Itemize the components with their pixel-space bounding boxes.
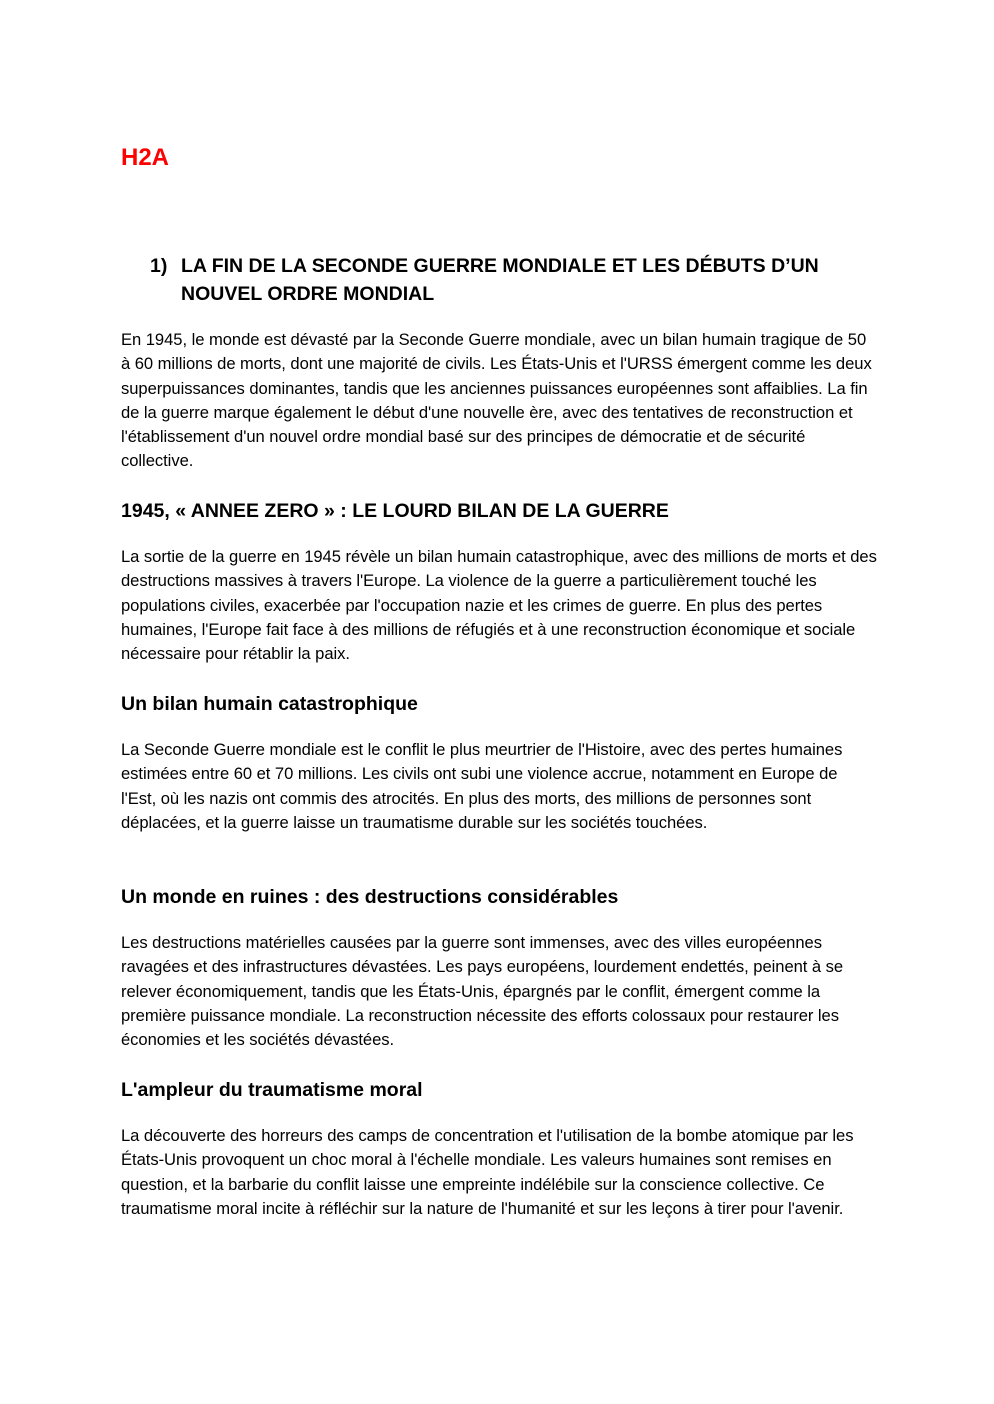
subsection-heading-bilan-humain: Un bilan humain catastrophique — [121, 693, 418, 715]
document-title: H2A — [121, 144, 170, 171]
subsection-heading-annee-zero: 1945, « ANNEE ZERO » : LE LOURD BILAN DE LA GUERRE — [121, 500, 669, 522]
section-intro-paragraph: En 1945, le monde est dévasté par la Seconde Guerre mondiale, avec un bilan humain tragique de 50 à 60 millions de morts, dont une majorité de civils. Les États-Unis et l'URSS émergent comme les deux superpuissances dominantes, tandis que les anciennes puissances européennes sont affaiblies. La fin de la guerre marque également le début d'une nouvelle ère, avec des tentatives de reconstruction et l'établissement d'un nouvel ordre mondial basé sur des principes de démocratie et de sécurité collective. — [121, 330, 872, 471]
section-heading-text: LA FIN DE LA SECONDE GUERRE MONDIALE ET LES DÉBUTS D’UN NOUVEL ORDRE MONDIAL — [181, 255, 819, 305]
subsection-paragraph-monde-en-ruines: Les destructions matérielles causées par la guerre sont immenses, avec des villes européennes ravagées et des infrastructures dévastées. Les pays européens, lourdement endettés, peinent à se relever économiquement, tandis que les États-Unis, épargnés par le conflit, émergent comme la première puissance mondiale. La reconstruction nécessite des efforts colossaux pour restaurer les économies et les sociétés dévastées. — [121, 933, 844, 1050]
subsection-paragraph-traumatisme-moral: La découverte des horreurs des camps de concentration et l'utilisation de la bombe atomique par les États-Unis provoquent un choc moral à l'échelle mondiale. Les valeurs humaines sont remises en question, et la barbarie du conflit laisse une empreinte indélébile sur la conscience collective. Ce traumatisme moral incite à réfléchir sur la nature de l'humanité et sur les leçons à tirer pour l'avenir. — [121, 1126, 854, 1218]
subsection-paragraph-bilan-humain: La Seconde Guerre mondiale est le conflit le plus meurtrier de l'Histoire, avec des pertes humaines estimées entre 60 et 70 millions. Les civils ont subi une violence accrue, notamment en Europe de l'Est, où les nazis ont commis des atrocités. En plus des morts, des millions de personnes sont déplacées, et la guerre laisse un traumatisme durable sur les sociétés touchées. — [121, 740, 843, 832]
section-number: 1) — [150, 255, 168, 277]
section-heading — [150, 252, 870, 308]
subsection-paragraph-annee-zero: La sortie de la guerre en 1945 révèle un bilan humain catastrophique, avec des millions de morts et des destructions massives à travers l'Europe. La violence de la guerre a particulièrement touché les populations civiles, exacerbée par l'occupation nazie et les crimes de guerre. En plus des pertes humaines, l'Europe fait face à des millions de réfugiés et à une reconstruction économique et sociale nécessaire pour rétablir la paix. — [121, 547, 877, 664]
subsection-heading-monde-en-ruines: Un monde en ruines : des destructions considérables — [121, 886, 619, 908]
subsection-heading-traumatisme-moral: L'ampleur du traumatisme moral — [121, 1079, 423, 1101]
